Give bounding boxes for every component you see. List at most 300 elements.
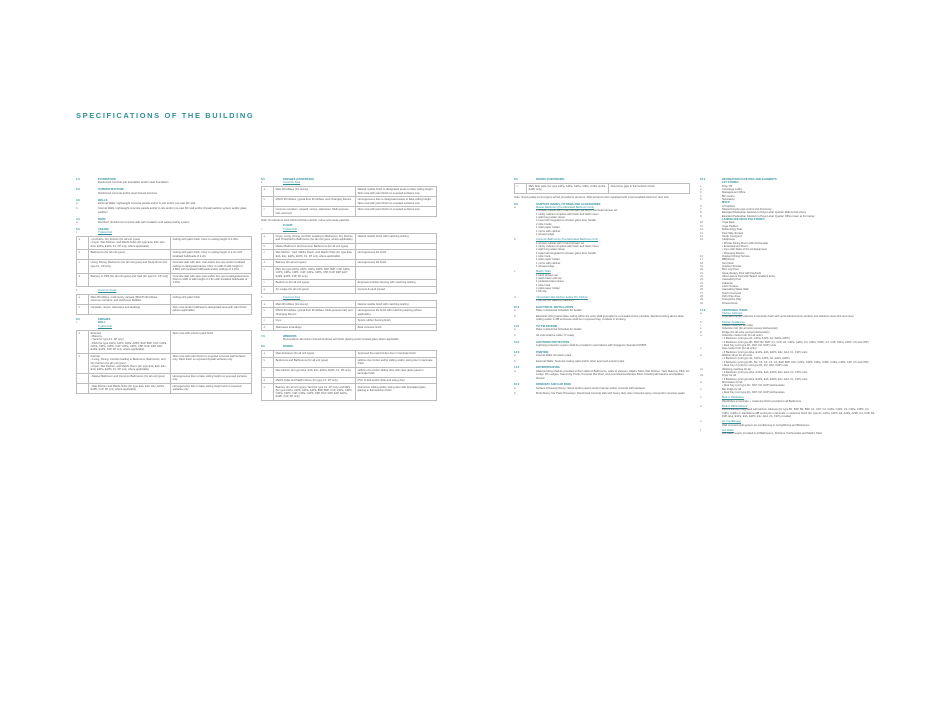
item-number: 13. [700,231,704,235]
section-text: Reinforced concrete and/or steel framed structure [98,191,158,195]
subheading-text: Built-in DB Enclosure [722,404,748,408]
row-finish: Natural marble finish with matching skirting [356,301,437,308]
subheading [76,289,252,292]
section-number: 15.0 [514,383,520,387]
item-text: • Dual Key 2 (unit) for unit type D1, D2, D1P, D2P) units [722,364,789,368]
section-text: Reinforced concrete pile foundation and/or steel foundation [98,181,169,185]
item-text: Outdoor Dining Terrace [722,254,750,258]
row-area: Gym [274,318,356,325]
row-letter: b. [77,353,89,373]
subheading-text: Kitchen Appliances [722,320,745,324]
table-row [77,260,252,273]
row-finish: Natural marble finish with matching skirting [356,233,437,243]
item-number: 12. [700,228,704,232]
fittings-list [536,299,690,302]
section-title: ELECTRICAL INSTALLATION [536,305,574,309]
item-text: • 3 Bedroom (unit type E1a, E1Pa, E1b, E1Pb, E1c, E1d, F1, F1P) units [722,377,808,381]
table-row [262,357,437,367]
item-text: External Walls: Lightweight concrete panels and/or in-situ and/or pre-cast RC wall [98,201,195,205]
row-area: Wet Kitchen (for type E1a, E1b, E1c, E1Pa, E1Pb, F1, FP only) [274,367,356,377]
item-letter: a. [700,312,703,315]
item-number: 4. [700,194,703,198]
item-text: Bar fridge for all [722,387,741,391]
subheading-text: Common Bathrooms (Pre-fabricated Bathroom Unit) [536,238,598,242]
row-finish: Skim coat and/or bulkhead to designated area with paint finish (where applicable) [171,304,252,314]
item-letter: c. [514,270,517,274]
row-finish: Aluminium gate in fluorocarbon finish [609,183,690,193]
section-title: TV/ TELEPHONE [536,324,558,328]
item-letter: a. [514,354,517,358]
table-row [77,273,252,286]
item-letter: b. [514,359,517,363]
fitting-line: 1 robe hook [536,254,551,258]
section-number: 3.0 [76,198,80,202]
row-finish: Bare concrete finish [356,324,437,331]
table-row [262,250,437,260]
item-text: Refer to Electrical Schedule for details [536,309,582,313]
table-row [262,301,437,308]
table-row [262,266,437,279]
fitting-line: 1 mirror with cabinet [536,261,561,265]
item-text: • 2 Bedroom (unit type B1, B2, C1, C2, C3, C4, B1P, B2P, C1P, C2Pa, C2Pb, C3Pa, C3Pb, C4Pa, C4Pb, C4P, C5 and C5P) [722,360,869,364]
table-row [77,383,252,393]
subheading [261,181,437,184]
table-row [77,250,252,260]
item-number: 21. [700,271,704,275]
section-number: 17.0 [700,308,706,312]
row-finish: Natural marble finish to designated areas to false ceiling height. Skim coat with paint finish on exposed surfaces only [356,187,437,197]
item-text: Reflexology Trail [722,228,742,232]
item-letter: a. [514,328,517,332]
item-text: Induction cooker hob (for all units) [722,334,763,338]
item-text: • 2 Bedroom (unit type B1, B1P, B2, B2P, C1, C1P, C2, C2Pa, C2Pb, C3, C3Pa, C3Pb, C4, C4P, C4Pa, C4Pb, C5 and C5P) [722,340,869,344]
item-letter: a. [514,369,517,373]
item-number: 22. [700,274,704,278]
row-finish: Skim coat with paint finish on exposed concrete wall surfaces only. Paint finish on exposed drywall surfaces only [171,353,252,373]
subheading [76,231,252,234]
item-text: • Gym with State of the Art Equipment [722,248,768,252]
table-row [262,207,437,217]
list-item [700,429,876,436]
item-number: 25. [700,285,704,288]
list-item [514,360,690,363]
list-item [514,370,690,380]
item-text: South Courtyard [722,234,742,238]
row-area: Balcony (for all unit types) Yard (for type F1, FP only) and PES (for type A1Pa, A1Pb, A2Pa, A2Pb, B1P, B2P, C1P, C2Pa, C2Pb, C3Pa, C3Pb, C4P, C4Pa, C4Pb, C5P, D1P, D2P, E1P, E1Pa, E1Pb, F1P, FP only) [274,384,356,401]
item-number: x. [700,387,703,391]
item-text: Concierge Lobby [722,188,743,192]
fitting-line: 1 towel rail integrated to shower glass door handle [536,219,596,223]
fitting-line: 1 wall hung water closet [536,248,565,252]
item-text: • Entertainment Room [722,244,749,248]
list-item [76,221,252,224]
row-letter: c. [262,207,274,217]
row-finish: Homogeneous tiles to false ceiling height and on exposed surfaces only [171,383,252,393]
table-row [262,260,437,267]
row-area: Carparks, ramps, staircases and landings [89,304,171,314]
subheading-text: Common Area [283,295,301,299]
item-number: 8. [700,211,703,215]
item-number: i. [700,324,702,328]
item-text: BBQ Deck [722,258,735,262]
item-letter: i. [76,231,78,235]
item-letter: ii. [261,295,263,299]
section-title: DOORS [283,345,293,349]
item-number: 23. [700,278,704,282]
item-letter: a. [514,206,517,210]
mscp-list [700,205,876,218]
floor-common-table [261,300,437,331]
item-text: Wardrobes in laminate + melamine finish provided to all Bedrooms [722,399,801,403]
section-text: Fluorocarbon aluminium framed windows with DGU glazing and/or frosted glass where applicable [283,338,399,342]
section-foundation [76,178,252,185]
subheading-text: Typical Unit [98,324,112,328]
row-finish: PVC bi-fold and/or slide and swing door [356,377,437,384]
wall-finishes-table [76,330,252,394]
section-number: 4.0 [76,217,80,221]
subheading-text: Yard and/or Wet Kitchen and/or Dry Kitchen [536,295,589,299]
item-letter: c. [700,396,703,400]
list-item [514,392,690,395]
row-finish: Homogeneous tile finish with matching skirting (where applicable) [356,308,437,318]
appliance-list [700,324,876,394]
list-item [700,391,876,394]
section-number: 5.0 [76,227,80,231]
row-area: Main lift lobbies (1st storey) [274,187,356,197]
item-text: Flat Roof: Reinforced concrete slab with insulation and waterproofing system [98,220,190,224]
row-letter: d. [77,273,89,286]
section-title: DOORS (CONTINUED) [536,178,565,181]
subheading-text: Hot Water [722,429,734,432]
item-text: Management Office [722,191,746,195]
fitting-line: 2 robe hooks [536,222,552,226]
item-text: North Courtyard [722,291,742,295]
row-letter [77,373,89,383]
table-row [262,243,437,250]
fitting-line: 1 pedestal water closet [536,280,564,284]
item-text: Cascading Pool [722,278,741,282]
item-text: Refer to Electrical Schedule for details [536,328,582,332]
item-text: Yoga Deck [722,221,735,225]
item-letter: d. [514,295,517,299]
fitting-line: 1 toilet paper holder [536,287,560,290]
item-text: Fridge (for all units (except kitchenette)) [722,330,770,334]
subheading [261,228,437,231]
item-number: 14. [700,234,704,238]
section-title: DRIVEWAY AND CAR PARK [536,383,572,387]
item-number: viii. [700,374,704,378]
row-finish: Ceiling with paint finish [171,294,252,304]
list-item [700,405,876,418]
section-title: PAINTING [536,350,549,354]
row-finish: Skim coat with exterior paint finish [171,330,252,353]
item-text: External Walls: Textured coating paint and/or other approved exterior paint [536,359,625,363]
row-letter: a. [77,294,89,304]
item-text: Cabanas [722,281,733,285]
row-area: Foyer, Living, Dining, Corridor Leading to Bedrooms, Dry Kitchen and Threshold to Bathrooms (for all unit types, where applicable) [274,233,356,243]
item-text: Yoga Pavilion [722,224,739,228]
item-letter: d. [700,404,703,408]
section-number: 13.0 [514,350,520,354]
row-area: • Corridors, Dry Kitchen (for all unit types) • Foyer, Wet Kitchen, and Maid's Toilet (for type E1a, E1b, E1c, E1d, E1Pa, E1Pb, F1, FP only, where applicable) [89,237,171,250]
item-number: 1. [700,184,703,188]
item-number: 5. [700,198,703,202]
item-letter: i. [76,321,78,325]
item-letter: ii. [261,181,263,185]
table-row [262,351,437,358]
item-text: Outdoor Shower [722,264,742,268]
fitting-line: 1 bib tap (for washing machine) [536,299,574,303]
fitting-line: 1 vanity cabinet complete with basin and basin mixer [536,212,599,216]
section-number: 7.0 [261,334,265,338]
item-number: 10. [700,221,704,225]
table-row [77,304,252,314]
row-letter: c. [77,260,89,273]
row-finish: Homogeneous tiles to designated areas to false ceiling height. Skim coat with paint finish on exposed surfaces only [356,197,437,207]
item-letter: a. [514,309,517,313]
item-number: 7. [700,208,703,212]
item-text: All units shall be cable TV ready [536,333,575,337]
list-item [514,387,690,390]
doors-continued-table [514,183,690,194]
item-text: Lift lobbies [722,204,735,208]
table-row [262,233,437,243]
item-number: v. [700,347,702,351]
item-text: Trampoline Play [722,298,742,302]
item-number: vi. [700,354,703,358]
item-number: 20. [700,268,704,272]
row-area: External • Balcony • Yard (for type F1, FP only) • PES (for type A1Pa, A1Pb, A2Pa, A2Pb, B1P, B2P, C1P, C2Pa, C2Pb, C3Pa, C3Pb, C4P, C4Pa, C4Pb, C5P, D1P, D2P, E1P, E1Pa, E1Pb, F1P, FP only, where applicable) [89,330,171,353]
row-area: Internal • Living, Dining, Corridor leading to Bedrooms, Bathrooms, and Dry Kitchen (for all unit types) • Foyer, Wet Kitchen, and Maid's Room (for type E1a, E1b, E1c, E1d, E1Pa, E1Pb, F1, FP only, where applicable) [89,353,171,373]
subheading-text: Kitchen Cabinets [722,312,743,315]
row-letter: c. [262,250,274,260]
item-text: DB enclosures integrated with kitchen cabinets (for type B1, B1P, B2, B2P, C1, C1P, C2, C2Pa, C2Pb, C3, C3Pa, C3Pb, C4, C4Pa, C4Pb) or standalone DB enclosure in laminate + melamine finish (for type A1, A1Pa, A1Pb, A2, A2Pa, A2Pb, D1, D1P, D2, D2P, E1a, E1Pa, E1b, E1Pb, E1c, E1d, F1, F1P) provided [722,408,875,418]
item-number: 16. [700,254,704,258]
section-windows [261,335,437,342]
fitting-line: 1 robe hook [536,283,551,287]
item-text: Cooker hood (for all units) [722,324,753,328]
section-title: CEILING [98,227,109,231]
floor-typical-table [261,233,437,294]
row-area: Maid's Toilet and Maid's Room (for type F1, FP only) [274,377,356,384]
item-number: ii. [700,327,702,331]
row-letter [77,383,89,393]
section-title: FINISHES (CONTINUED) [283,178,314,181]
row-letter: e. [262,266,274,279]
section-lightning [514,341,690,348]
item-number: 28. [700,295,704,299]
row-area: Living, Dining, Bedrooms (for all unit types) and Study Room (for type F1, FP only) [89,260,171,273]
item-text: Drop Off [722,184,733,188]
row-letter: a. [262,351,274,358]
row-finish: Homogeneous tile finish [356,250,437,260]
table-row [77,353,252,373]
list-item [700,312,876,319]
row-area: Bedrooms (for all unit types) [274,280,356,287]
section-title: SUPERSTRUCTURE [98,188,124,192]
subheading-text: FLOOR [283,224,293,228]
list-item [700,420,876,427]
row-finish: Homogeneous tiles to false ceiling height on exposed surfaces only [171,373,252,383]
item-number: 2. [700,188,703,192]
fitting-line: 1 shower ledge [536,264,555,268]
item-text: 50m Lap Pool [722,268,739,272]
item-text: Dryer for all [722,374,736,378]
item-number: 17. [700,258,704,262]
item-text: Internal Walls: Lightweight concrete panels and/or in-situ and/or pre-cast RC wall and/or drywall partition system and/or glass partition [98,207,247,214]
section-number: 12.0 [514,340,520,344]
row-finish: Ceiling with paint finish. Floor to ceiling height of 2.45m. [171,237,252,250]
list-item [76,202,252,205]
row-area: PES (for type A1Pa, A1Pb, A2Pa, A2Pb, B1P, B2P, C1P, C2Pa, C2Pb, C3Pa, C3Pb, C4P, C4Pa, C4Pb, C5P, D1P, D2P, E1P, E1Pa, E1Pb, F1P, FP only) [274,266,356,279]
item-text: • Changing Rooms [722,251,745,255]
item-text: Surface Driveway/ Ramp: Stone and/or pavers and/or tarmac and/or concrete with hardener [536,386,646,390]
item-letter: a. [514,386,517,390]
subheading-text: Typical Unit [98,231,112,235]
fittings-list [536,274,690,294]
item-number: iv. [700,334,703,338]
item-number: 26. [700,288,704,292]
item-number: ix. [700,380,703,384]
row-area: • Wet Kitchen and Maid's Toilet (for type E1a, E1b, E1c, E1Pa, E1Pb, F1P, FP only, where applicable) [89,383,171,393]
section-title: WALLS [98,198,108,202]
ceiling-common-table [76,294,252,315]
item-text: Gas cooker hob (for all units) [722,347,757,351]
list-item [514,206,690,236]
table-row [262,286,437,293]
row-area: AC Ledge (for all unit types) [274,286,356,293]
note: Note: Good quality ironmongery will be provided to all doors. Main entrance door equipped with smart enabled electronic door lock [514,195,669,199]
row-finish: Hollow core timber sliding door with clear glass panel in laminate finish [356,367,437,377]
table-row [262,377,437,384]
item-text: Bin Centre [722,194,735,198]
row-finish: Approved fire-rated timber door in laminate finish [356,351,437,358]
subheading-text: WALL [98,321,106,325]
row-letter: e. [262,384,274,401]
section-number: 1.0 [76,178,80,181]
table-row [515,183,690,193]
row-area: Staircases & landings [274,324,356,331]
item-text: • Dual Key (unit type D1, D1P, D2, D2P) kitchenettes [722,384,785,388]
item-text: • 1 Bedroom (unit type A1, A1Pa, A1Pb, A2, A2Pa, A2Pb) [722,357,790,361]
column-2 [261,178,437,403]
list-item [514,334,690,337]
row-letter: g. [262,286,274,293]
item-letter: e. [700,420,703,424]
section-text: Lightning protection system shall be provided in accordance with Singapore Standard SS555 [536,343,647,347]
item-text: Washer-dryer for all units [722,354,752,358]
item-text: • Dual Key (unit type D1, D1P, D2, D2P) kitchenettes [722,390,785,394]
subheading-text: Built-in Wardrobes [722,396,745,400]
item-text: Sun Deck [722,261,734,265]
item-number: vii. [700,367,704,371]
subheading [76,325,252,328]
item-text: Internal Walls: Emulsion paint [536,354,572,358]
row-letter: a. [262,187,274,197]
row-letter: b. [77,304,89,314]
table-row [262,308,437,318]
fitting-line: 1 wall hung water closet [536,216,565,220]
item-text: Wall mounted split system air-conditioning to Living/Dining and Bedrooms [722,423,810,427]
item-text: Washing machine for all [722,367,751,371]
fitting-line: 1 wash basin and tap [536,276,562,280]
row-finish: Concrete slab with skim coat and/or box-ups and/or localised ceilings to designated areas. Floor to soffit of slab height of 2.85m with localised bulkheads and/or ceilings of 2.45m [171,260,252,273]
section-number: 2.0 [76,188,80,192]
subheading-text: Common Areas [98,288,117,292]
item-letter: b. [514,238,517,242]
item-text: Hot water supply provided to all Bathrooms, Kitchens, Kitchenettes and Maid's Toilet [722,432,822,436]
column-4 [700,178,876,436]
section-title: WATERPROOFING [536,366,560,370]
row-area: MSCP lift lobbies, typical floor lift lobbies, Multi-purpose hall, and Changing Rooms [274,308,356,318]
list-item [514,315,690,322]
note: Note: No tile/stone work behind kitchen cabinet, mirror and vanity cabinets [261,219,350,223]
row-letter: a. [77,330,89,353]
table-row [77,237,252,250]
row-letter: b. [262,357,274,367]
table-row [262,318,437,325]
section-number: 14.0 [514,366,520,370]
row-letter: d. [262,260,274,267]
row-area: • Master Bathroom and Common Bathrooms (for all unit types) [89,373,171,383]
row-finish: Sports rubber flooring finish [356,318,437,325]
fitting-line: 1 hand shower set [536,273,558,277]
section-number: 8.0 [261,345,265,349]
row-area: Balcony (for all unit types) [274,260,356,267]
row-area: Bedrooms and Bathrooms (for all unit types) [274,357,356,367]
item-number: 29. [700,298,704,302]
column-3 [514,178,690,395]
item-number [700,391,722,394]
section-number: 10.0 [514,305,520,309]
item-number: 27. [700,291,704,295]
section-title: ROOF [98,217,106,221]
row-finish: Hollow core timber and/or sliding and/or swing door in laminate finish [356,357,437,367]
section-number: 11.0 [514,324,520,328]
section-superstructure [76,188,252,195]
row-area: PES Side Gate (for type A1Pa, A2Pa, C2Pa, C3Pa, C4Pa, E1Pa, E1Pb only) [527,183,609,193]
landscape-deck-list [700,221,876,305]
section-title: FINISHES [98,318,111,322]
fitting-line: 1 shower ledge [536,232,555,236]
row-letter: a. [262,233,274,243]
section-number: 8.0 [514,178,518,181]
section-number: 6.0 [76,318,80,322]
fittings-list [536,242,690,269]
item-text: • Private Dining Room with Kitchenette [722,241,769,245]
subheading-text: Common Area [283,181,301,185]
item-text: Substation [722,198,735,202]
row-letter: a. [77,237,89,250]
section-title: LIGHTNING PROTECTION [536,340,570,344]
table-row [262,324,437,331]
fitting-line: 1 shower cubicle with 1 hand shower set and 1 overhead shower set [536,209,618,213]
subheading-text: Air Conditioning [722,420,741,424]
item-text: • 1 Bedroom (unit type A1, A1Pa, A1Pb, A2, A2Pa, A2Pb) [722,337,790,341]
item-letter: ii. [76,288,78,292]
item-number: 18. [700,261,704,265]
row-finish: Concrete slab with skim coat and/or box-ups to designated area. Floor to soffit of slab height of 2.9m with localised bulkheads of 2.45m [171,273,252,286]
item-letter: f. [700,429,702,432]
item-letter: a. [76,220,79,224]
list-item [514,309,690,312]
table-row [262,187,437,197]
item-number: 11. [700,224,704,228]
row-finish: Skim coat with paint finish on exposed surfaces only [356,207,437,217]
wall-common-table [261,186,437,217]
section-title: FOUNDATION [98,178,116,181]
section-number: 9.0 [514,202,518,206]
